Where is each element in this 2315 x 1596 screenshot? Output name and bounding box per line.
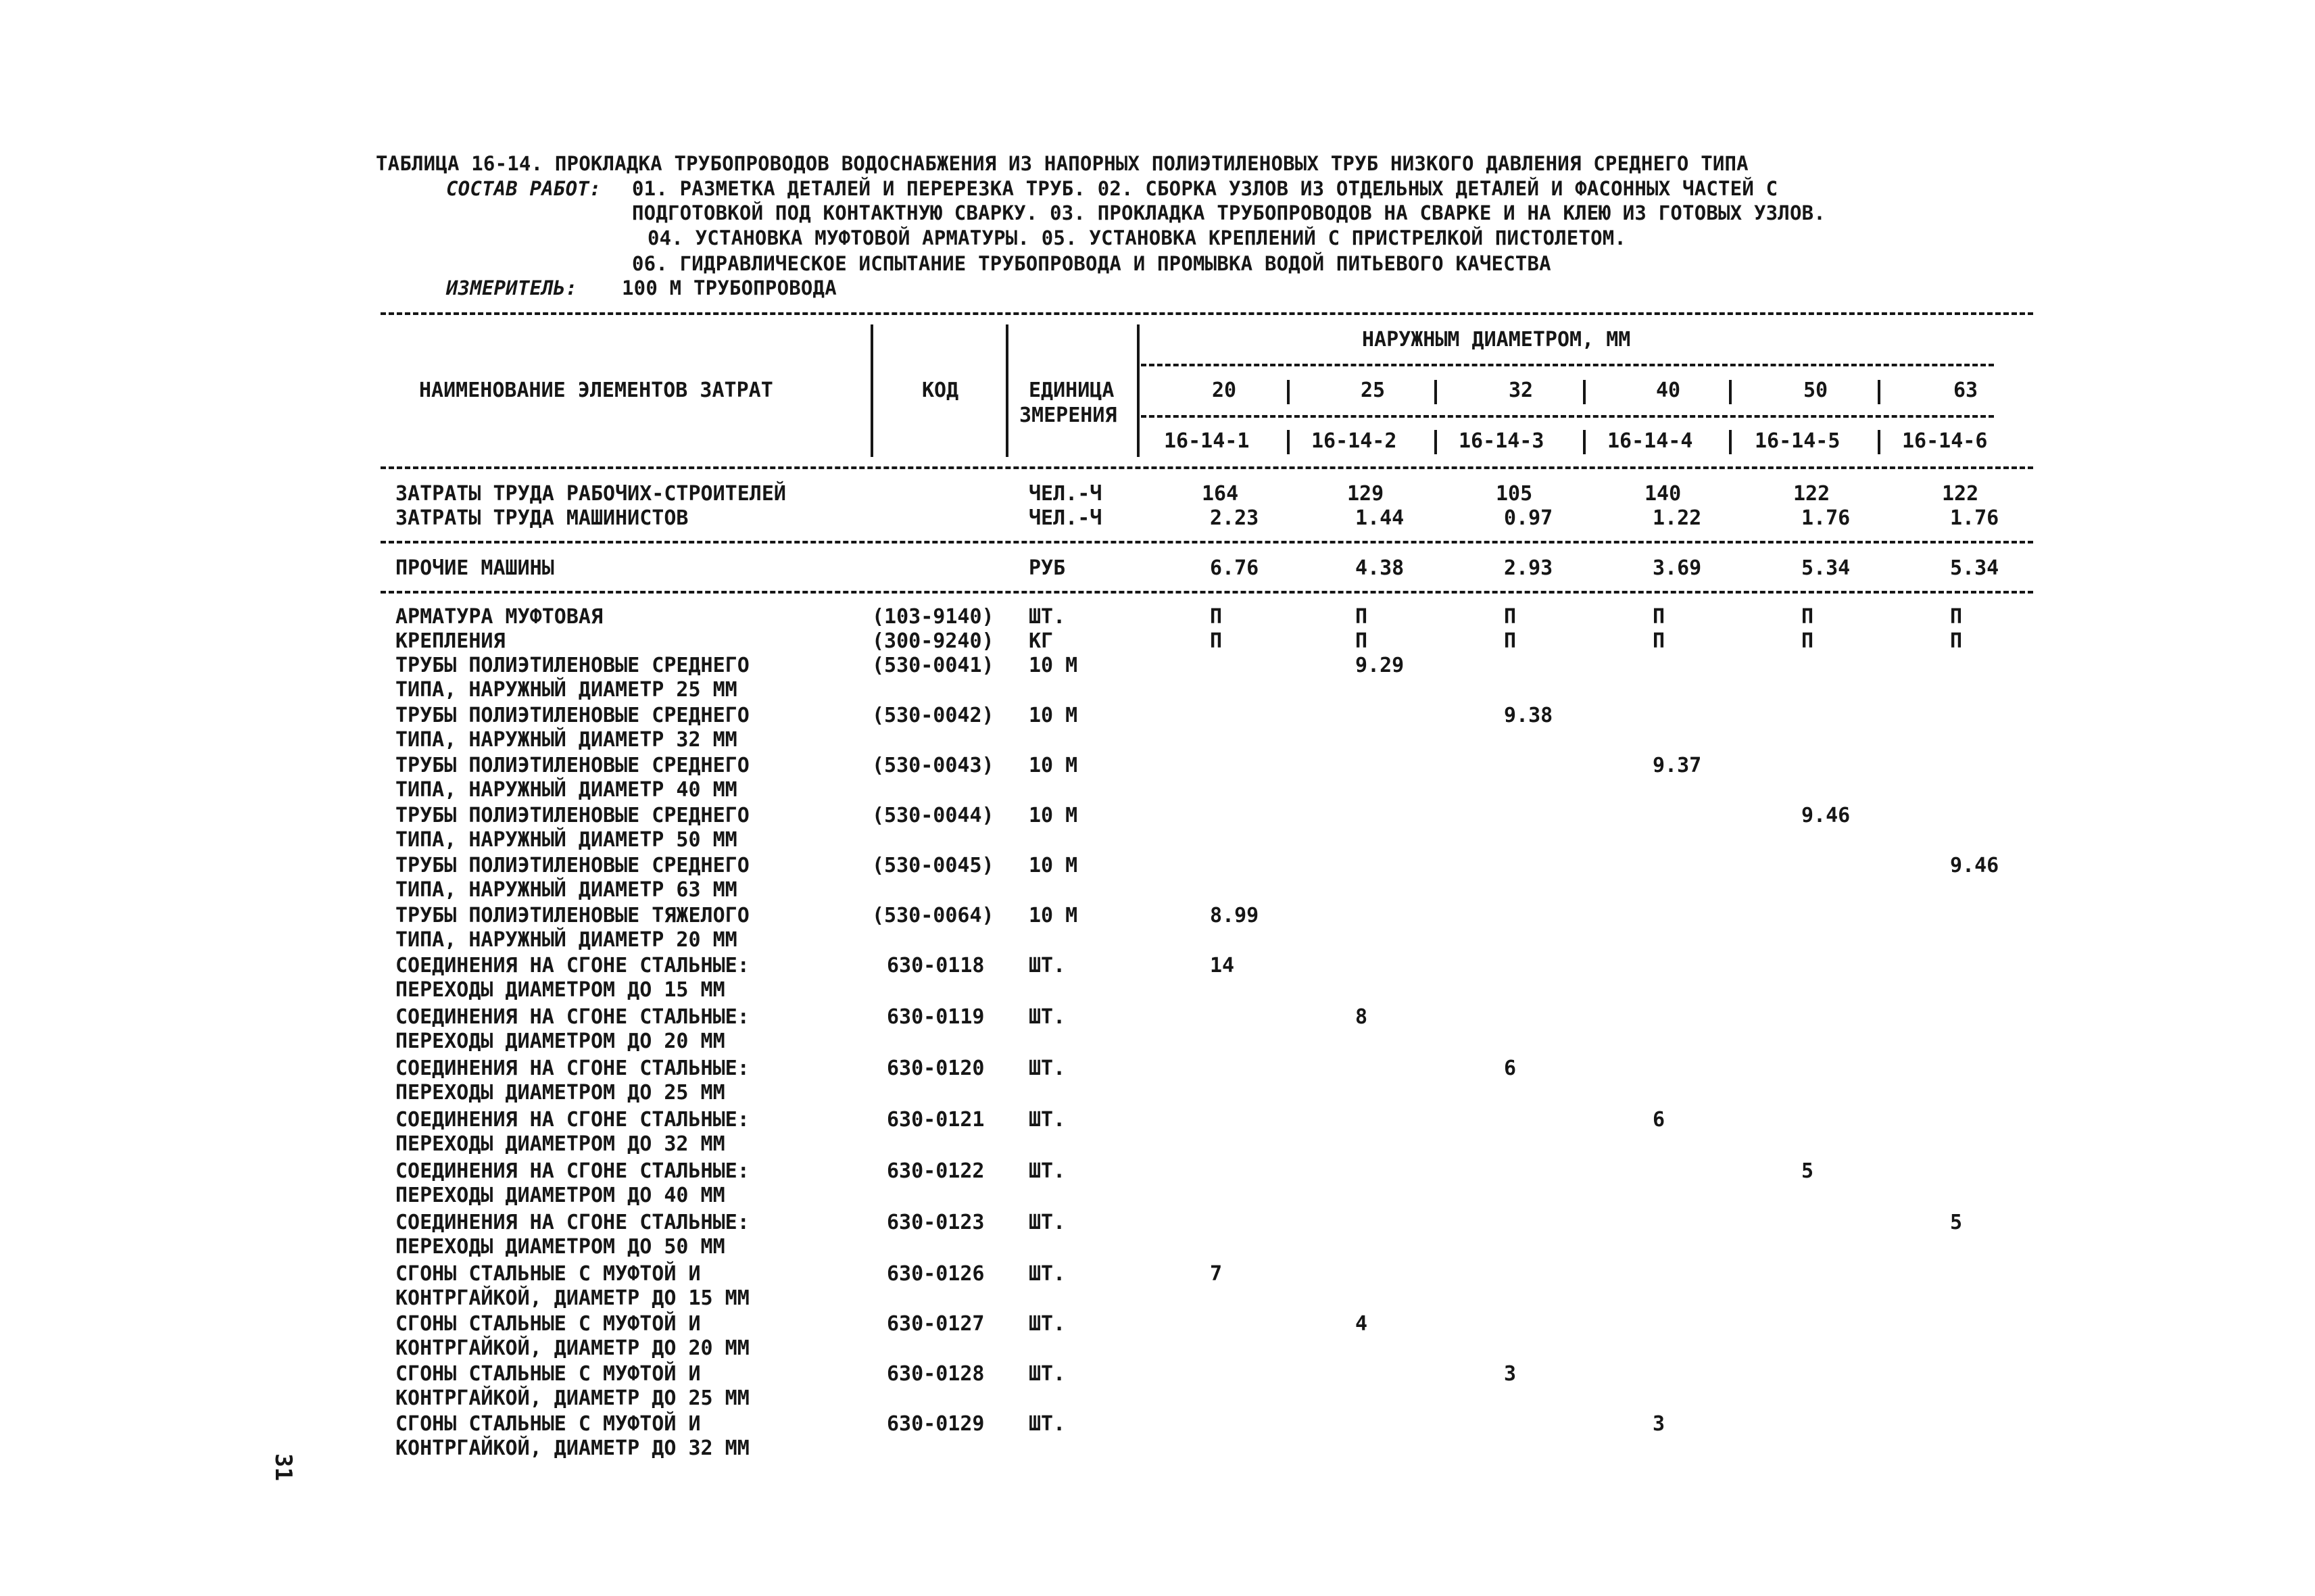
row-code: 630-0122	[887, 1159, 985, 1183]
row-unit: ШТ.	[1029, 1312, 1066, 1336]
diameter-header-40: 40	[1656, 379, 1681, 402]
row-value-d32: 9.38	[1504, 704, 1553, 727]
row-value-d32: 6	[1504, 1057, 1517, 1080]
row-code: 630-0119	[887, 1005, 985, 1029]
row-name-line: ПРОЧИЕ МАШИНЫ	[395, 556, 554, 580]
table-title: ТАБЛИЦА 16-14. ПРОКЛАДКА ТРУБОПРОВОДОВ ВОДОСНАБЖЕНИЯ ИЗ НАПОРНЫХ ПОЛИЭТИЛЕНОВЫХ ТРУБ НИЗКОГО ДАВЛЕНИЯ СРЕДНЕГО ТИПА	[376, 152, 1749, 175]
row-code: 630-0120	[887, 1057, 985, 1080]
header-divider-name	[871, 324, 873, 457]
row-value-d63: П	[1950, 605, 1963, 629]
row-code: (530-0041)	[872, 654, 994, 677]
row-name-line: КОНТРГАЙКОЙ, ДИАМЕТР ДО 20 ММ	[395, 1336, 750, 1360]
header-divider-d40	[1583, 380, 1586, 404]
row-name-line: ТИПА, НАРУЖНЫЙ ДИАМЕТР 40 ММ	[395, 778, 737, 802]
row-name-line: ЗАТРАТЫ ТРУДА РАБОЧИХ-СТРОИТЕЛЕЙ	[395, 482, 786, 506]
row-unit: ШТ.	[1029, 1005, 1066, 1029]
row-value-d50: П	[1801, 629, 1814, 653]
header-divider-d63	[1878, 380, 1880, 404]
row-code: (530-0044)	[872, 804, 994, 827]
row-name-line: ПЕРЕХОДЫ ДИАМЕТРОМ ДО 50 ММ	[395, 1235, 725, 1259]
row-name-line: КОНТРГАЙКОЙ, ДИАМЕТР ДО 15 ММ	[395, 1286, 750, 1310]
row-value-d25: 4.38	[1355, 556, 1405, 580]
row-name-line: ТРУБЫ ПОЛИЭТИЛЕНОВЫЕ СРЕДНЕГО	[395, 804, 750, 827]
row-unit: ШТ.	[1029, 605, 1066, 629]
row-name-line: ЗАТРАТЫ ТРУДА МАШИНИСТОВ	[395, 506, 689, 530]
sostav-line-3: 04. УСТАНОВКА МУФТОВОЙ АРМАТУРЫ. 05. УСТАНОВКА КРЕПЛЕНИЙ С ПРИСТРЕЛКОЙ ПИСТОЛЕТОМ.	[648, 226, 1627, 249]
header-bottom-rule	[381, 466, 2033, 469]
header-divider-c5	[1729, 430, 1732, 454]
diameter-header-50: 50	[1803, 379, 1828, 402]
header-divider-c2	[1287, 430, 1290, 454]
row-code: 630-0127	[887, 1312, 985, 1336]
row-name-line: КОНТРГАЙКОЙ, ДИАМЕТР ДО 25 ММ	[395, 1386, 750, 1410]
resource-code-header-2: 16-14-2	[1311, 429, 1397, 453]
row-value-d40: 9.37	[1653, 754, 1702, 777]
row-value-d50: 5	[1801, 1159, 1814, 1183]
row-name-line: ПЕРЕХОДЫ ДИАМЕТРОМ ДО 32 ММ	[395, 1132, 725, 1156]
row-value-d32: П	[1504, 605, 1517, 629]
row-name-line: ТРУБЫ ПОЛИЭТИЛЕНОВЫЕ СРЕДНЕГО	[395, 704, 750, 727]
row-unit: ЧЕЛ.-Ч	[1029, 482, 1102, 506]
row-unit: ШТ.	[1029, 1362, 1066, 1386]
resource-code-header-4: 16-14-4	[1607, 429, 1693, 453]
row-value-d25: 8	[1355, 1005, 1368, 1029]
row-name-line: ТРУБЫ ПОЛИЭТИЛЕНОВЫЕ СРЕДНЕГО	[395, 654, 750, 677]
row-code: (530-0042)	[872, 704, 994, 727]
row-name-line: ПЕРЕХОДЫ ДИАМЕТРОМ ДО 15 ММ	[395, 978, 725, 1002]
row-code: (300-9240)	[872, 629, 994, 653]
row-value-d63: 5	[1950, 1211, 1963, 1234]
row-value-d32: 105	[1496, 482, 1533, 506]
row-unit: 10 М	[1029, 754, 1078, 777]
row-name-line: ТИПА, НАРУЖНЫЙ ДИАМЕТР 63 ММ	[395, 878, 737, 902]
header-divider-unit	[1137, 324, 1140, 457]
row-unit: 10 М	[1029, 904, 1078, 927]
row-value-d20: П	[1210, 629, 1223, 653]
row-code: (530-0064)	[872, 904, 994, 927]
header-divider-d32	[1434, 380, 1437, 404]
row-code: 630-0126	[887, 1262, 985, 1286]
diameter-header-20: 20	[1212, 379, 1237, 402]
row-value-d25: П	[1355, 605, 1368, 629]
row-value-d25: 129	[1347, 482, 1384, 506]
row-unit: ШТ.	[1029, 954, 1066, 977]
row-name-line: СГОНЫ СТАЛЬНЫЕ С МУФТОЙ И	[395, 1412, 701, 1436]
column-header-unit-1: ЕДИНИЦА	[1029, 379, 1115, 402]
row-value-d20: 6.76	[1210, 556, 1259, 580]
sostav-label: СОСТАВ РАБОТ:	[446, 177, 602, 200]
izmeritel-label: ИЗМЕРИТЕЛЬ:	[446, 276, 578, 299]
row-value-d40: 1.22	[1653, 506, 1702, 530]
code-rule	[1141, 415, 1994, 418]
row-value-d20: 7	[1210, 1262, 1223, 1286]
row-unit: ШТ.	[1029, 1211, 1066, 1234]
diameter-rule	[1141, 364, 1994, 366]
row-unit: 10 М	[1029, 804, 1078, 827]
row-unit: ШТ.	[1029, 1262, 1066, 1286]
row-name-line: ТРУБЫ ПОЛИЭТИЛЕНОВЫЕ СРЕДНЕГО	[395, 754, 750, 777]
labor-bottom-rule	[381, 541, 2033, 543]
row-value-d25: 1.44	[1355, 506, 1405, 530]
sostav-line-4: 06. ГИДРАВЛИЧЕСКОЕ ИСПЫТАНИЕ ТРУБОПРОВОДА И ПРОМЫВКА ВОДОЙ ПИТЬЕВОГО КАЧЕСТВА	[632, 252, 1551, 275]
resource-code-header-5: 16-14-5	[1755, 429, 1841, 453]
sostav-line-1: 01. РАЗМЕТКА ДЕТАЛЕЙ И ПЕРЕРЕЗКА ТРУБ. 02. СБОРКА УЗЛОВ ИЗ ОТДЕЛЬНЫХ ДЕТАЛЕЙ И ФАСОННЫХ ЧАСТЕЙ С	[632, 177, 1778, 200]
row-code: 630-0121	[887, 1108, 985, 1132]
row-code: 630-0123	[887, 1211, 985, 1234]
row-value-d50: 9.46	[1801, 804, 1851, 827]
row-unit: РУБ	[1029, 556, 1066, 580]
resource-code-header-1: 16-14-1	[1164, 429, 1250, 453]
row-code: 630-0118	[887, 954, 985, 977]
row-unit: ШТ.	[1029, 1159, 1066, 1183]
row-unit: 10 М	[1029, 854, 1078, 877]
row-value-d40: 3.69	[1653, 556, 1702, 580]
row-value-d40: П	[1653, 605, 1665, 629]
row-code: 630-0129	[887, 1412, 985, 1436]
row-value-d50: П	[1801, 605, 1814, 629]
row-unit: 10 М	[1029, 704, 1078, 727]
resource-code-header-3: 16-14-3	[1459, 429, 1544, 453]
row-name-line: СГОНЫ СТАЛЬНЫЕ С МУФТОЙ И	[395, 1362, 701, 1386]
diameter-group-header: НАРУЖНЫМ ДИАМЕТРОМ, ММ	[1362, 328, 1631, 352]
row-name-line: ПЕРЕХОДЫ ДИАМЕТРОМ ДО 20 ММ	[395, 1030, 725, 1053]
header-divider-d50	[1729, 380, 1732, 404]
row-unit: 10 М	[1029, 654, 1078, 677]
row-value-d20: 2.23	[1210, 506, 1259, 530]
row-name-line: ТИПА, НАРУЖНЫЙ ДИАМЕТР 32 ММ	[395, 728, 737, 752]
row-unit: ШТ.	[1029, 1057, 1066, 1080]
row-name-line: КОНТРГАЙКОЙ, ДИАМЕТР ДО 32 ММ	[395, 1436, 750, 1460]
table-top-rule	[381, 312, 2033, 315]
row-value-d20: 8.99	[1210, 904, 1259, 927]
row-value-d40: П	[1653, 629, 1665, 653]
row-name-line: ТИПА, НАРУЖНЫЙ ДИАМЕТР 25 ММ	[395, 678, 737, 702]
row-name-line: СОЕДИНЕНИЯ НА СГОНЕ СТАЛЬНЫЕ:	[395, 1108, 750, 1132]
diameter-header-63: 63	[1953, 379, 1978, 402]
row-name-line: СОЕДИНЕНИЯ НА СГОНЕ СТАЛЬНЫЕ:	[395, 1005, 750, 1029]
row-value-d63: 5.34	[1950, 556, 1999, 580]
row-name-line: АРМАТУРА МУФТОВАЯ	[395, 605, 604, 629]
row-name-line: СОЕДИНЕНИЯ НА СГОНЕ СТАЛЬНЫЕ:	[395, 1211, 750, 1234]
row-value-d32: 2.93	[1504, 556, 1553, 580]
row-value-d63: П	[1950, 629, 1963, 653]
row-name-line: СОЕДИНЕНИЯ НА СГОНЕ СТАЛЬНЫЕ:	[395, 954, 750, 977]
row-value-d25: П	[1355, 629, 1368, 653]
row-value-d20: П	[1210, 605, 1223, 629]
row-unit: ШТ.	[1029, 1412, 1066, 1436]
page-number: 31	[270, 1453, 297, 1481]
row-name-line: ПЕРЕХОДЫ ДИАМЕТРОМ ДО 40 ММ	[395, 1184, 725, 1207]
row-unit: КГ	[1029, 629, 1054, 653]
row-value-d25: 4	[1355, 1312, 1368, 1336]
row-name-line: КРЕПЛЕНИЯ	[395, 629, 506, 653]
row-value-d50: 5.34	[1801, 556, 1851, 580]
row-name-line: ПЕРЕХОДЫ ДИАМЕТРОМ ДО 25 ММ	[395, 1081, 725, 1105]
column-header-unit-2: ЗМЕРЕНИЯ	[1019, 404, 1117, 427]
header-divider-code	[1006, 324, 1008, 457]
row-value-d40: 140	[1644, 482, 1682, 506]
row-name-line: ТИПА, НАРУЖНЫЙ ДИАМЕТР 20 ММ	[395, 928, 737, 952]
row-value-d25: 9.29	[1355, 654, 1405, 677]
machines-bottom-rule	[381, 591, 2033, 594]
header-divider-c6	[1878, 430, 1880, 454]
row-value-d50: 1.76	[1801, 506, 1851, 530]
header-divider-c4	[1583, 430, 1586, 454]
row-name-line: СГОНЫ СТАЛЬНЫЕ С МУФТОЙ И	[395, 1262, 701, 1286]
row-value-d20: 164	[1202, 482, 1239, 506]
row-value-d20: 14	[1210, 954, 1235, 977]
row-value-d63: 9.46	[1950, 854, 1999, 877]
row-value-d40: 3	[1653, 1412, 1665, 1436]
header-divider-c3	[1434, 430, 1437, 454]
row-value-d32: 3	[1504, 1362, 1517, 1386]
izmeritel-value: 100 М ТРУБОПРОВОДА	[622, 276, 837, 299]
row-name-line: ТРУБЫ ПОЛИЭТИЛЕНОВЫЕ ТЯЖЕЛОГО	[395, 904, 750, 927]
column-header-code: КОД	[922, 379, 959, 402]
row-value-d32: 0.97	[1504, 506, 1553, 530]
row-unit: ЧЕЛ.-Ч	[1029, 506, 1102, 530]
row-code: (530-0043)	[872, 754, 994, 777]
row-value-d40: 6	[1653, 1108, 1665, 1132]
row-code: 630-0128	[887, 1362, 985, 1386]
row-name-line: СГОНЫ СТАЛЬНЫЕ С МУФТОЙ И	[395, 1312, 701, 1336]
row-name-line: СОЕДИНЕНИЯ НА СГОНЕ СТАЛЬНЫЕ:	[395, 1057, 750, 1080]
row-code: (103-9140)	[872, 605, 994, 629]
row-name-line: ТИПА, НАРУЖНЫЙ ДИАМЕТР 50 ММ	[395, 828, 737, 852]
row-value-d32: П	[1504, 629, 1517, 653]
row-value-d50: 122	[1793, 482, 1830, 506]
diameter-header-25: 25	[1361, 379, 1386, 402]
row-value-d63: 122	[1942, 482, 1979, 506]
sostav-line-2: ПОДГОТОВКОЙ ПОД КОНТАКТНУЮ СВАРКУ. 03. ПРОКЛАДКА ТРУБОПРОВОДОВ НА СВАРКЕ И НА КЛЕЮ ИЗ ГОТОВЫХ УЗЛОВ.	[632, 201, 1826, 224]
row-name-line: СОЕДИНЕНИЯ НА СГОНЕ СТАЛЬНЫЕ:	[395, 1159, 750, 1183]
diameter-header-32: 32	[1509, 379, 1534, 402]
column-header-name: НАИМЕНОВАНИЕ ЭЛЕМЕНТОВ ЗАТРАТ	[419, 379, 773, 402]
header-divider-d25	[1287, 380, 1290, 404]
row-value-d63: 1.76	[1950, 506, 1999, 530]
row-code: (530-0045)	[872, 854, 994, 877]
row-unit: ШТ.	[1029, 1108, 1066, 1132]
row-name-line: ТРУБЫ ПОЛИЭТИЛЕНОВЫЕ СРЕДНЕГО	[395, 854, 750, 877]
resource-code-header-6: 16-14-6	[1902, 429, 1988, 453]
